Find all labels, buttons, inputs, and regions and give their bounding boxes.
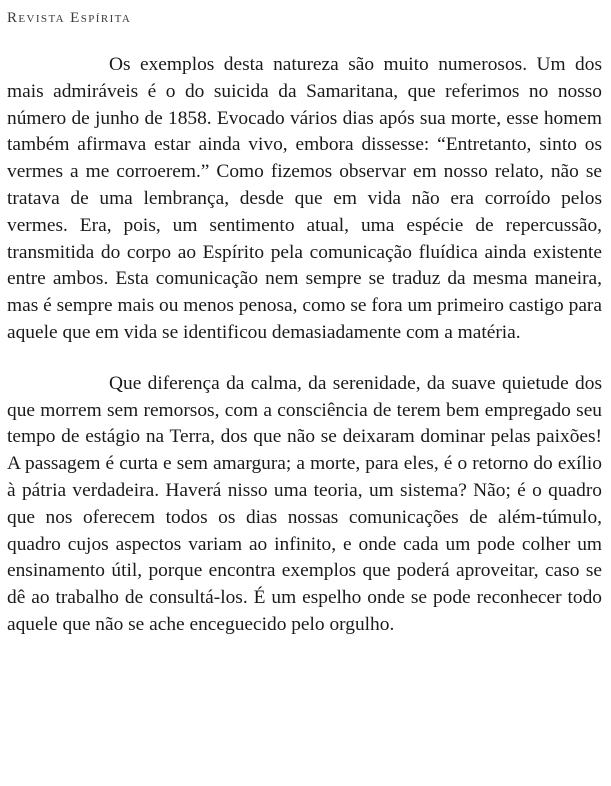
paragraph-1: Os exemplos desta natureza são muito numerosos. Um dos mais admiráveis é o do suicida da Samaritana, que referimos no nosso número de junho de 1858. Evocado vários dias após sua morte, esse homem também afirmava estar ainda vivo, embora dissesse: “Entretanto, sinto os vermes a me corroerem.” Como fizemos observar em nosso relato, não se tratava de uma lembrança, desde que em vida não era corroído pelos vermes. Era, pois, um sentimento atual, uma espécie de repercussão, transmitida do corpo ao Espírito pela comunicação fluídica ainda existente entre ambos. Esta comunicação nem sempre se traduz da mesma maneira, mas é sempre mais ou menos penosa, como se fora um primeiro castigo para aquele que em vida se identificou demasiadamente com a matéria. <box>7 54 602 343</box>
running-header: Revista Espírita <box>7 10 132 26</box>
paragraph-2: Que diferença da calma, da serenidade, da suave quietude dos que morrem sem remorsos, com a consciência de terem bem empregado seu tempo de estágio na Terra, dos que não se deixaram dominar pelas paixões! A passagem é curta e sem amargura; a morte, para eles, é o retorno do exílio à pátria verdadeira. Haverá nisso uma teoria, um sistema? Não; é o quadro que nos oferecem todos os dias nossas comunicações de além-túmulo, quadro cujos aspectos variam ao infinito, e onde cada um pode colher um ensinamento útil, porque encontra exemplos que poderá aproveitar, caso se dê ao trabalho de consultá-los. É um espelho onde se pode reconhecer todo aquele que não se ache enceguecido pelo orgulho. <box>7 372 602 635</box>
page-body <box>7 52 602 639</box>
